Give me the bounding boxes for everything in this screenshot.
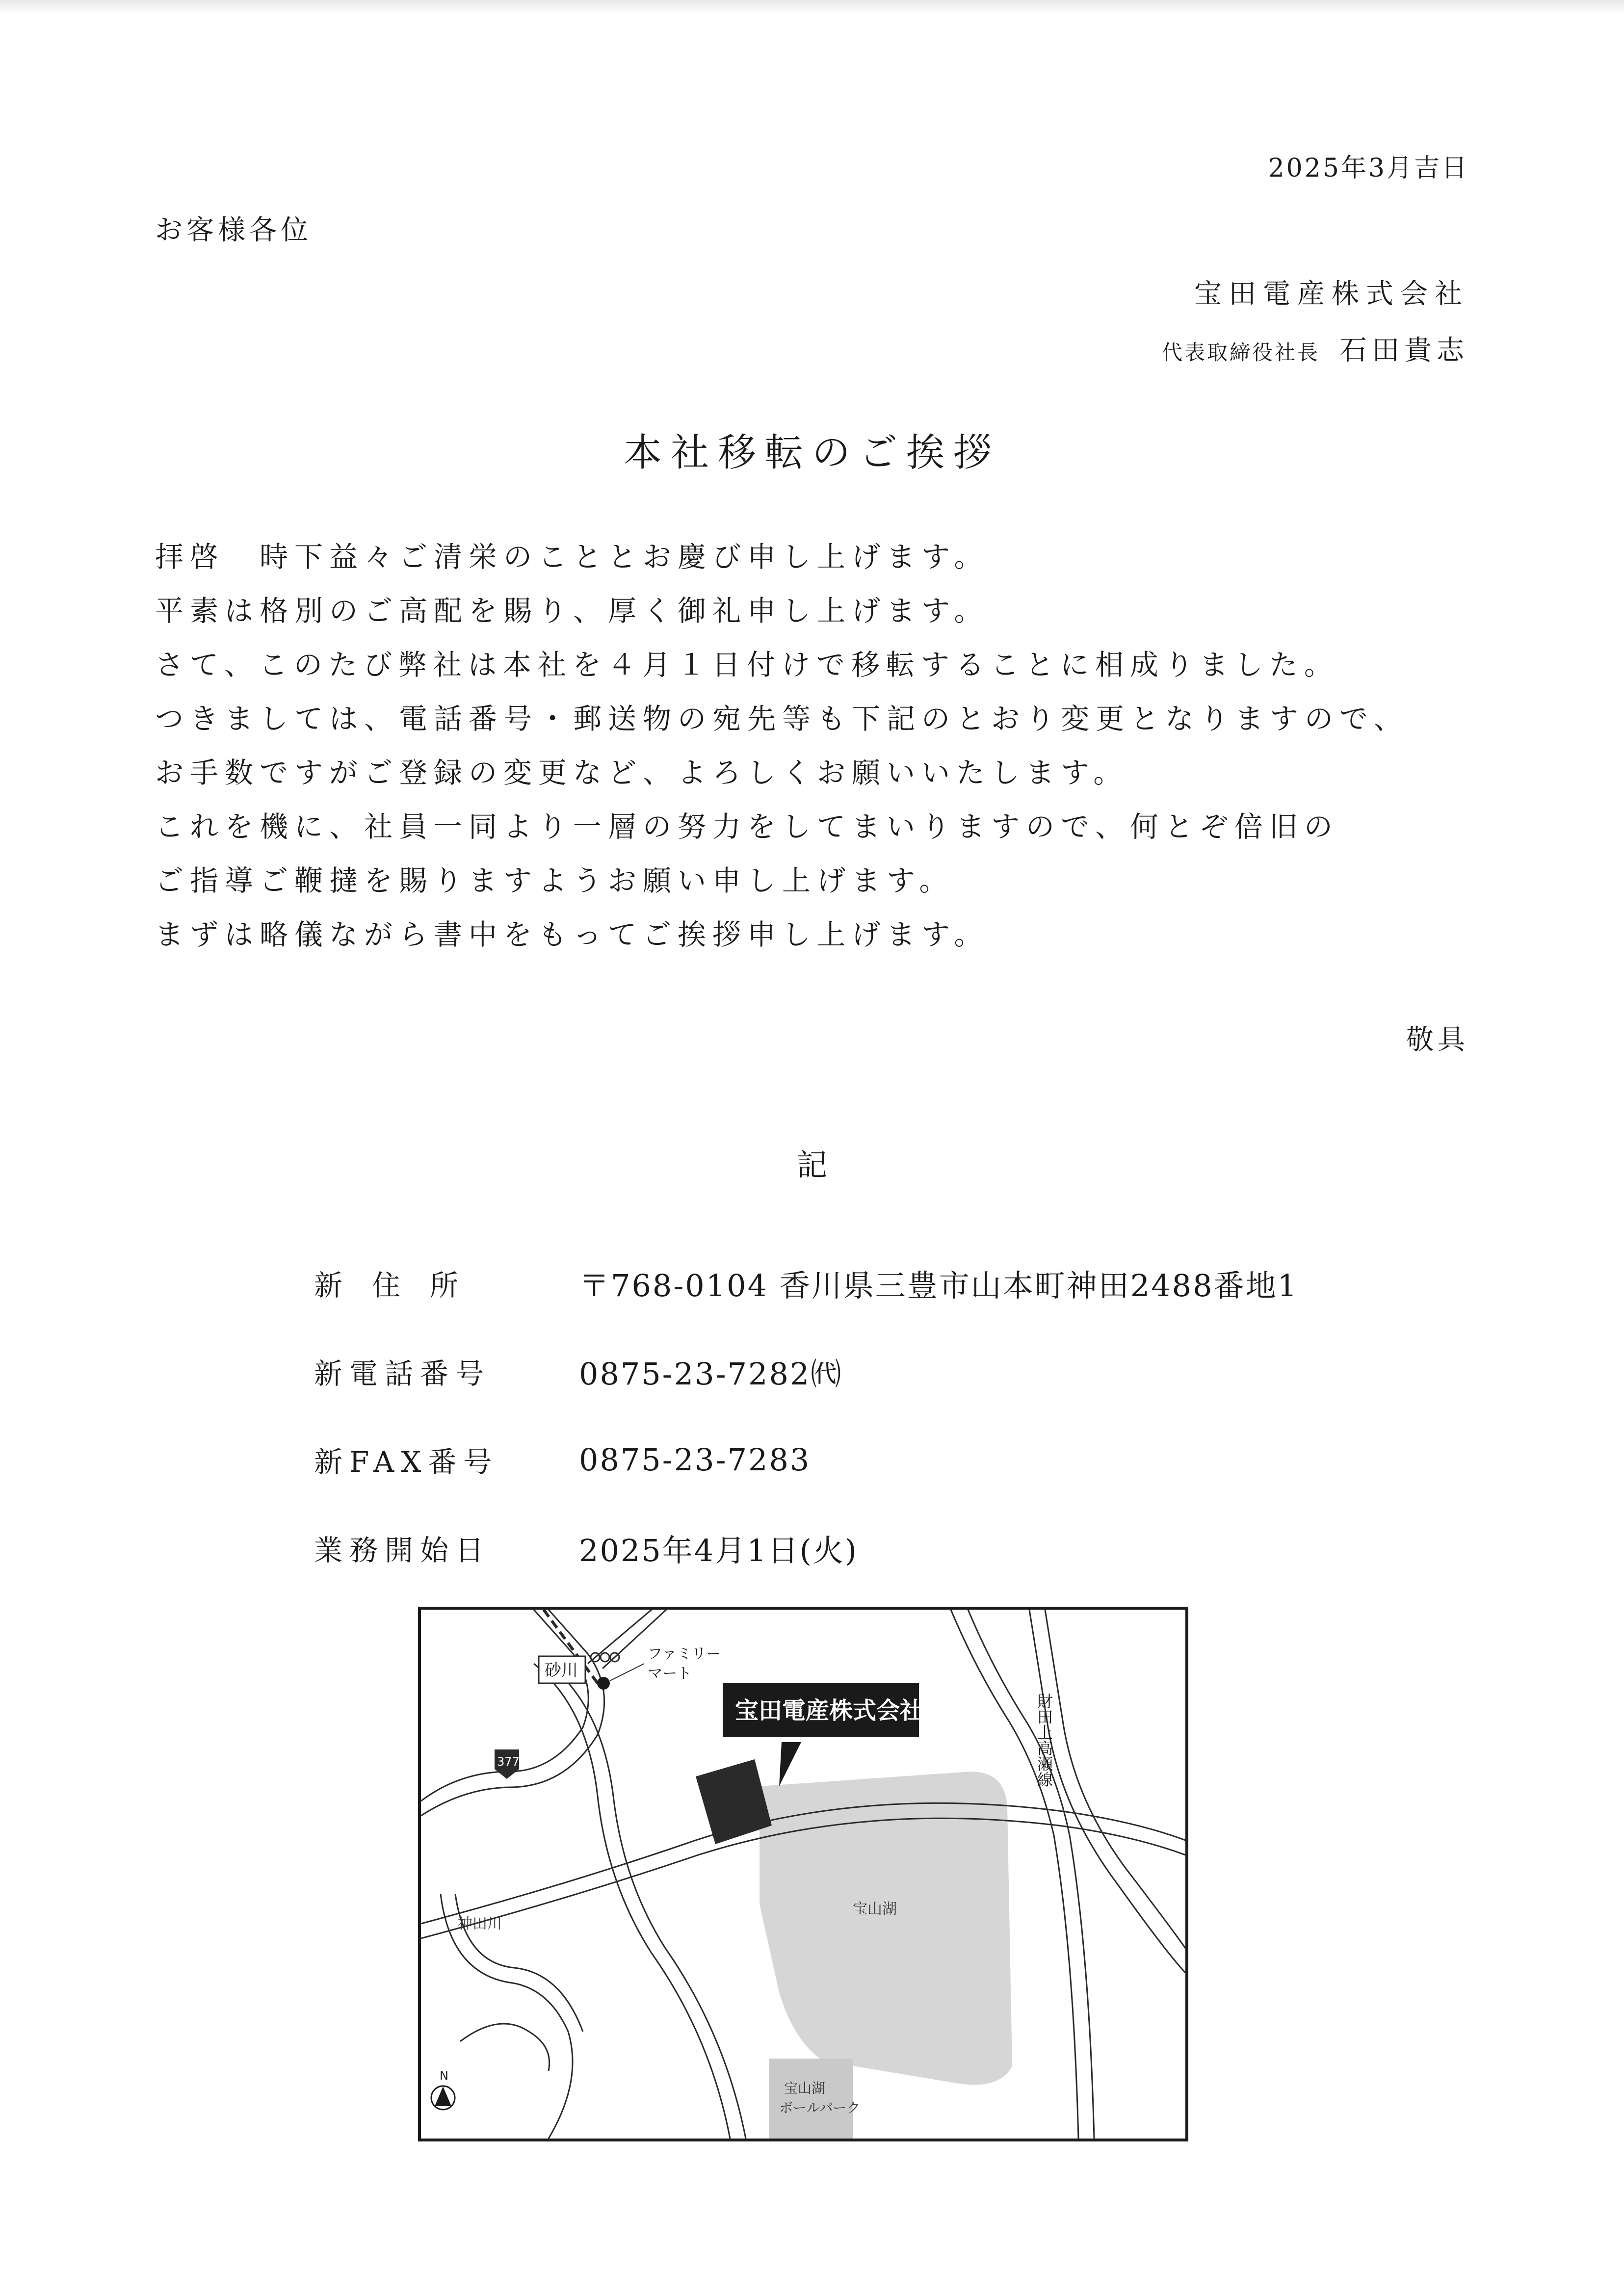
body-line: これを機に、社員一同より一層の努力をしてまいりますので、何とぞ倍旧の bbox=[155, 810, 1339, 843]
body-line: 平素は格別のご高配を賜り、厚く御礼申し上げます。 bbox=[155, 594, 989, 627]
map-svg bbox=[421, 1610, 1185, 2139]
north-label: N bbox=[440, 2069, 448, 2083]
sender-representative bbox=[1162, 329, 1469, 368]
details-list bbox=[314, 1239, 1298, 1592]
detail-value: 〒768-0104 香川県三豊市山本町神田2488番地1 bbox=[579, 1267, 1299, 1304]
river-line bbox=[460, 2024, 550, 2071]
detail-value: 2025年4月1日(火) bbox=[579, 1532, 859, 1568]
vertical-road bbox=[1029, 1610, 1185, 1973]
scan-edge bbox=[0, 0, 1624, 15]
detail-label: 新住所 bbox=[314, 1269, 488, 1302]
representative-title: 代表取締役社長 bbox=[1161, 340, 1320, 365]
vertical-road-edge bbox=[1045, 1610, 1185, 1948]
detail-row-phone bbox=[314, 1327, 1298, 1415]
body-line: 拝啓 時下益々ご清栄のこととお慶び申し上げます。 bbox=[155, 540, 989, 574]
park-label-line2: ボールパーク bbox=[779, 2100, 861, 2116]
river-label: 神田川 bbox=[458, 1915, 502, 1932]
body-line: さて、このたび弊社は本社を４月１日付けで移転することに相成りました。 bbox=[155, 648, 1339, 681]
detail-label: 新FAX番号 bbox=[314, 1445, 499, 1479]
body-line: お手数ですがご登録の変更など、よろしくお願いいたします。 bbox=[155, 756, 1128, 789]
station-label: 砂川 bbox=[545, 1661, 578, 1680]
representative-name: 石田貴志 bbox=[1339, 335, 1469, 366]
park-label-line1: 宝山湖 bbox=[784, 2080, 826, 2096]
detail-value: 0875-23-7282㈹ bbox=[579, 1356, 843, 1392]
callout-pointer bbox=[779, 1742, 801, 1786]
detail-row-fax bbox=[314, 1415, 1298, 1504]
vertical-road-label: 財田上高瀬線 bbox=[1035, 1693, 1053, 1787]
access-map bbox=[418, 1607, 1188, 2141]
letter-body bbox=[155, 530, 1470, 962]
letter-title: 本社移転のご挨拶 bbox=[623, 431, 1000, 475]
lake-label: 宝山湖 bbox=[853, 1901, 897, 1918]
park-area bbox=[769, 2059, 853, 2139]
sender-company: 宝田電産株式会社 bbox=[1194, 278, 1469, 310]
store-leader-line bbox=[610, 1664, 644, 1681]
west-road bbox=[534, 1664, 730, 2139]
detail-row-start-date bbox=[314, 1504, 1298, 1592]
ki-heading: 記 bbox=[796, 1147, 827, 1183]
closing-keigu: 敬具 bbox=[1406, 1024, 1469, 1056]
body-line: まずは略儀ながら書中をもってご挨拶申し上げます。 bbox=[155, 918, 989, 951]
detail-label: 新電話番号 bbox=[314, 1357, 491, 1390]
north-arrow-icon bbox=[435, 2087, 451, 2106]
route-number: 377 bbox=[497, 1755, 520, 1769]
body-line: ご指導ご鞭撻を賜りますようお願い申し上げます。 bbox=[155, 864, 954, 897]
detail-row-address bbox=[314, 1239, 1298, 1327]
store-marker-icon bbox=[597, 1677, 610, 1690]
letter-date: 2025年3月吉日 bbox=[1268, 154, 1469, 183]
body-line: つきましては、電話番号・郵送物の宛先等も下記のとおり変更となりますので、 bbox=[155, 702, 1409, 735]
store-label-line2: マート bbox=[648, 1665, 692, 1682]
detail-value: 0875-23-7283 bbox=[579, 1441, 811, 1478]
lower-loop-edge bbox=[455, 1894, 583, 2032]
company-callout-label: 宝田電産株式会社 bbox=[735, 1697, 924, 1724]
detail-label: 業務開始日 bbox=[314, 1534, 491, 1567]
store-label-line1: ファミリー bbox=[648, 1645, 721, 1663]
north-road bbox=[588, 1610, 652, 1664]
addressee: お客様各位 bbox=[155, 214, 312, 246]
